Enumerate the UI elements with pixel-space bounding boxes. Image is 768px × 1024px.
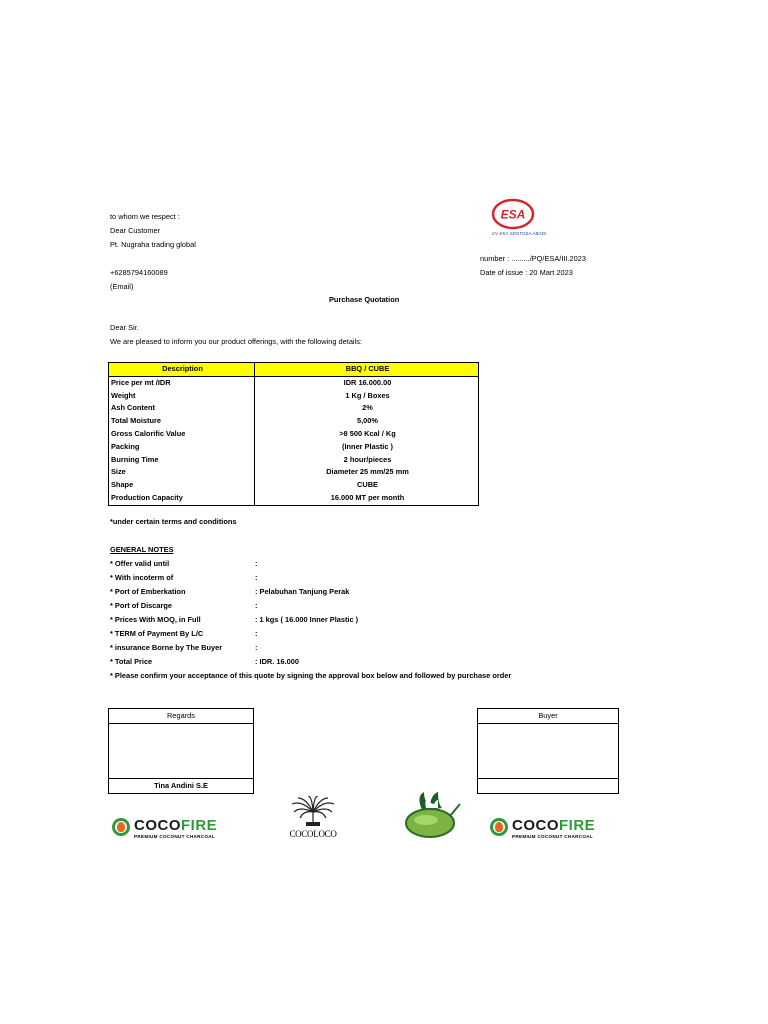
table-row — [109, 466, 479, 479]
table-row — [109, 479, 479, 492]
recipient: Dear Customer — [110, 226, 161, 235]
recipient-company: Pt. Nugraha trading global — [110, 240, 196, 249]
note-value: : — [255, 573, 258, 582]
table-row — [109, 415, 479, 428]
flame-icon — [117, 822, 125, 832]
spec-label: Size — [109, 466, 255, 479]
note-label: * insurance Borne by The Buyer — [110, 643, 223, 652]
note-value: : Pelabuhan Tanjung Perak — [255, 587, 350, 596]
cocofire-coco: COCO — [512, 817, 559, 834]
greeting: to whom we respect : — [110, 212, 180, 221]
note-value: : — [255, 643, 258, 652]
buyer-name — [478, 778, 618, 793]
spec-label: Shape — [109, 479, 255, 492]
spec-value: 2% — [255, 402, 479, 415]
cocofire-coco: COCO — [134, 817, 181, 834]
coconut-icon — [402, 790, 464, 840]
buyer-box — [477, 708, 619, 794]
spec-value: >8 500 Kcal / Kg — [255, 428, 479, 441]
flame-icon — [495, 822, 503, 832]
table-row — [109, 390, 479, 403]
spec-table-header-row — [109, 363, 479, 377]
spec-value: CUBE — [255, 479, 479, 492]
spec-value: 1 Kg / Boxes — [255, 390, 479, 403]
regards-label: Regards — [109, 709, 253, 724]
spec-value: Diameter 25 mm/25 mm — [255, 466, 479, 479]
date-of-issue: Date of issue : 20 Mart 2023 — [480, 268, 573, 277]
spec-label: Total Moisture — [109, 415, 255, 428]
spec-value: 2 hour/pieces — [255, 454, 479, 467]
table-row — [109, 376, 479, 389]
spec-label: Packing — [109, 441, 255, 454]
cocofire-fire: FIRE — [559, 817, 596, 834]
cocofire-logo-left — [110, 812, 240, 846]
spec-value: (Inner Plastic ) — [255, 441, 479, 454]
note-label: * Port of Emberkation — [110, 587, 186, 596]
table-row — [109, 402, 479, 415]
buyer-label: Buyer — [478, 709, 618, 724]
table-row — [109, 454, 479, 467]
esa-company-name: CV EKA SENTOSA ABADI — [491, 231, 547, 236]
confirm-note: * Please confirm your acceptance of this quote by signing the approval box below and followed by purchase order — [110, 671, 512, 680]
spec-value: IDR 16.000.00 — [255, 376, 479, 389]
spec-header-product: BBQ / CUBE — [255, 363, 479, 377]
note-value: : — [255, 559, 258, 568]
note-value: : — [255, 601, 258, 610]
regards-name: Tina Andini S.E — [109, 778, 253, 793]
recipient-email: (Email) — [110, 282, 134, 291]
spec-label: Burning Time — [109, 454, 255, 467]
spec-label: Gross Calorific Value — [109, 428, 255, 441]
note-label: * Offer valid until — [110, 559, 170, 568]
cocofire-fire: FIRE — [181, 817, 218, 834]
esa-logo-icon — [488, 198, 550, 238]
recipient-phone: +6285794160089 — [110, 268, 168, 277]
spec-table — [108, 362, 479, 506]
palm-tree-icon — [286, 796, 340, 830]
spec-footnote: *under certain terms and conditions — [110, 517, 237, 526]
spec-label: Price per mt /IDR — [109, 376, 255, 389]
spec-label: Production Capacity — [109, 492, 255, 505]
table-row — [109, 441, 479, 454]
cocofire-tagline: PREMIUM COCONUT CHARCOAL — [512, 834, 593, 839]
table-row — [109, 428, 479, 441]
cocoloco-wordmark: COCOLOCO — [289, 829, 337, 839]
esa-logo — [488, 198, 550, 238]
quotation-number: number : ........./PQ/ESA/III.2023 — [480, 254, 586, 263]
note-label: * With incoterm of — [110, 573, 174, 582]
note-label: * TERM of Payment By L/C — [110, 629, 204, 638]
note-value: : 1 kgs ( 16.000 Inner Plastic ) — [255, 615, 359, 624]
spec-header-description: Description — [109, 363, 255, 377]
intro-text: We are pleased to inform you our product offerings, with the following details: — [110, 337, 362, 346]
spec-value: 5,00% — [255, 415, 479, 428]
cocofire-logo-right — [488, 812, 618, 846]
cocofire-tagline: PREMIUM COCONUT CHARCOAL — [134, 834, 215, 839]
note-value: : — [255, 629, 258, 638]
esa-mark: ESA — [500, 207, 526, 222]
document-title: Purchase Quotation — [329, 295, 400, 304]
note-value: : IDR. 16.000 — [255, 657, 299, 666]
note-label: * Prices With MOQ, in Full — [110, 615, 201, 624]
note-label: * Port of Discarge — [110, 601, 173, 610]
spec-label: Weight — [109, 390, 255, 403]
spec-value: 16.000 MT per month — [255, 492, 479, 505]
regards-box — [108, 708, 254, 794]
coconut-logo — [402, 790, 464, 840]
general-notes-title: GENERAL NOTES — [110, 545, 174, 554]
spec-label: Ash Content — [109, 402, 255, 415]
table-row — [109, 492, 479, 505]
note-label: * Total Price — [110, 657, 153, 666]
intro-salutation: Dear Sir. — [110, 323, 139, 332]
cocoloco-logo — [286, 796, 340, 842]
